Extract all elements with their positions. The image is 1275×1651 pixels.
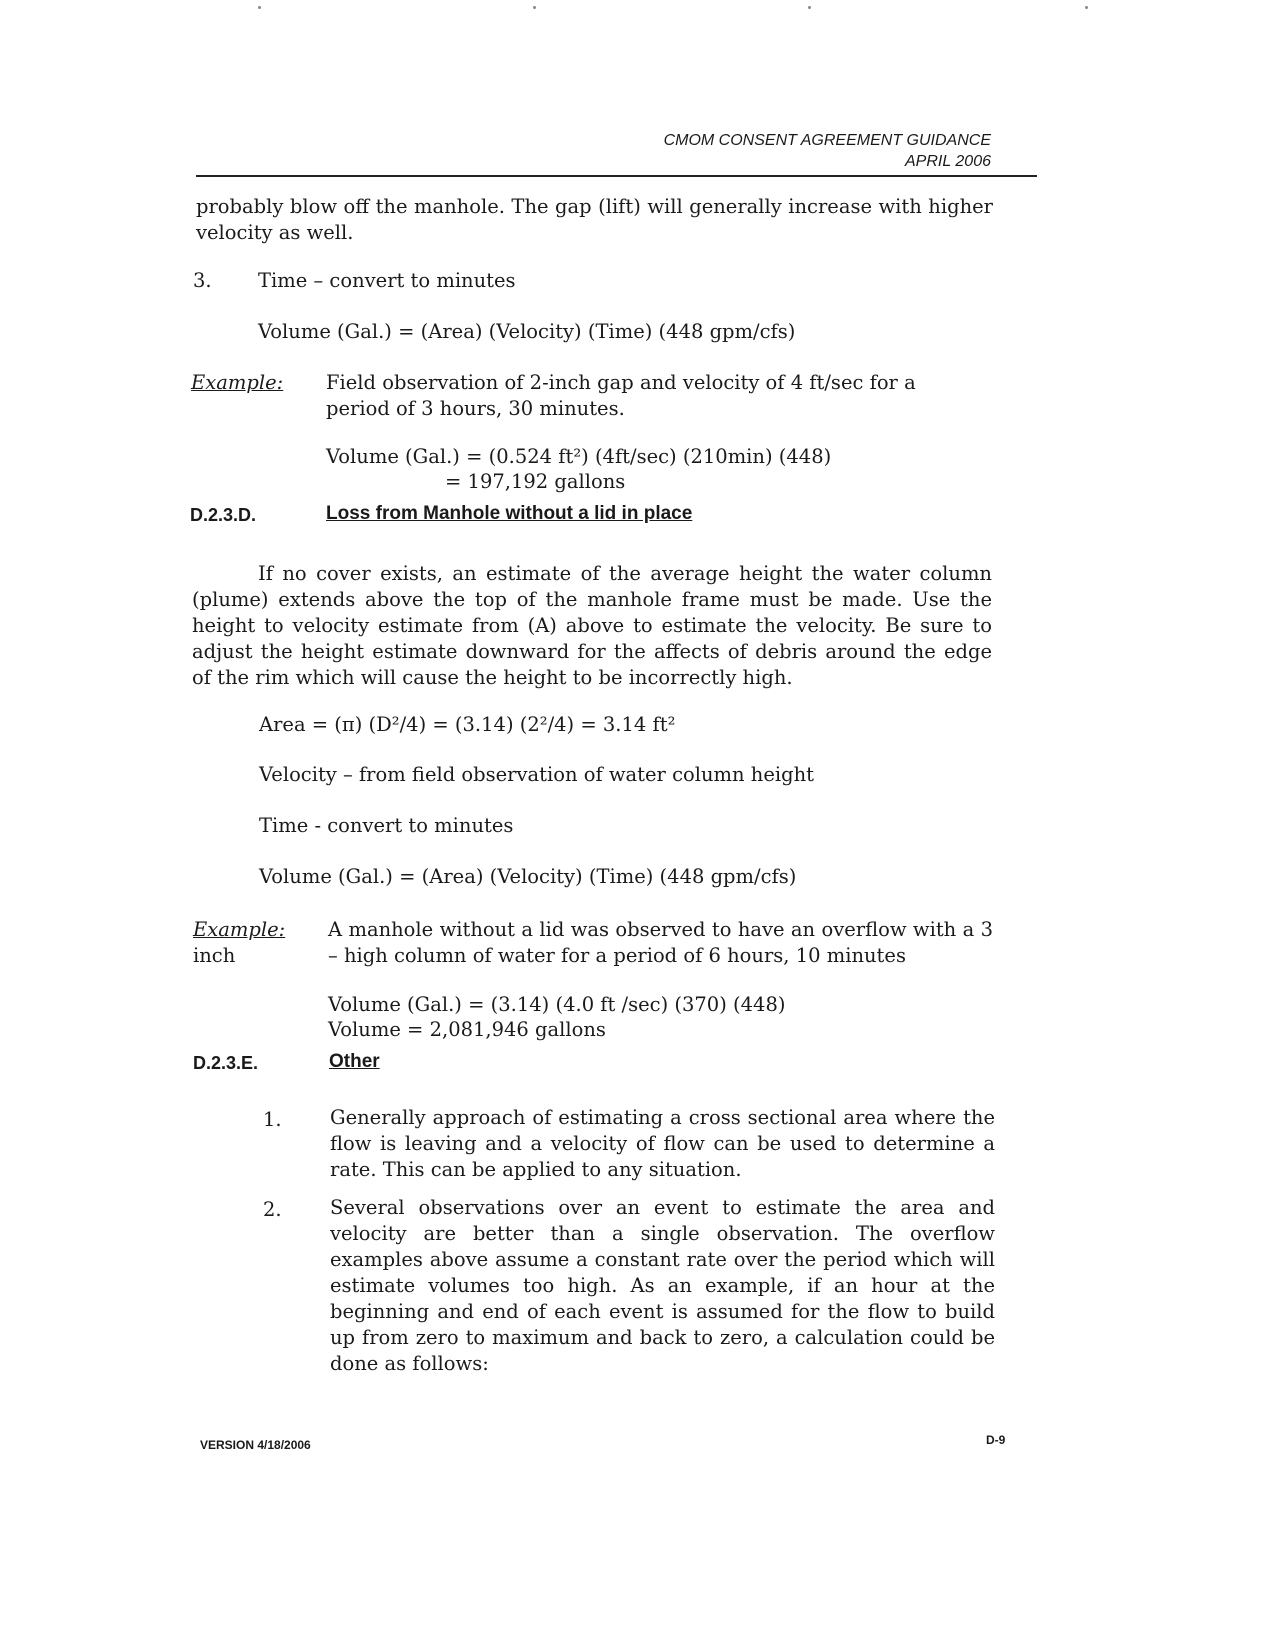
other-item-1-number: 1.	[263, 1108, 282, 1131]
section-e-title: Other	[329, 1051, 380, 1072]
scan-speck	[1085, 6, 1088, 9]
example-2-calc: Volume (Gal.) = (3.14) (4.0 ft /sec) (370) (448)	[328, 993, 786, 1016]
example-2-text: A manhole without a lid was observed to have an overflow with a 3 – high column of water for a period of 6 hours, 10 minutes	[328, 918, 993, 967]
section-d-number: D.2.3.D.	[190, 505, 257, 525]
scan-speck	[258, 6, 261, 9]
example-1-result: = 197,192 gallons	[445, 470, 626, 493]
section-e-number: D.2.3.E.	[193, 1053, 259, 1073]
item-3-text: Time – convert to minutes	[258, 269, 516, 292]
header-rule	[196, 175, 1037, 177]
header-title: CMOM CONSENT AGREEMENT GUIDANCE	[663, 132, 991, 149]
footer-version: VERSION 4/18/2006	[200, 1438, 311, 1452]
section-d-paragraph: If no cover exists, an estimate of the average height the water column (plume) extends above the top of the manhole frame must be made. Use the height to velocity estimate from (A) above to estimate the velocity. Be sure to adjust the height estimate downward for the affects of debris around the edge of the rim which will cause the height to be incorrectly high.	[192, 562, 992, 689]
other-item-1-text: Generally approach of estimating a cross sectional area where the flow is leaving and a velocity of flow can be used to determine a rate. This can be applied to any situation.	[330, 1106, 995, 1181]
other-item-2-text: Several observations over an event to estimate the area and velocity are better than a single observation. The overflow examples above assume a constant rate over the period which will estimate volumes too high. As an example, if an hour at the beginning and end of each event is assumed for the flow to build up from zero to maximum and back to zero, a calculation could be done as follows:	[330, 1196, 995, 1375]
header-date: APRIL 2006	[905, 153, 991, 170]
example-1-label: Example:	[191, 371, 284, 394]
example-1-text: Field observation of 2-inch gap and velocity of 4 ft/sec for a period of 3 hours, 30 minutes.	[326, 371, 916, 420]
example-2-result: Volume = 2,081,946 gallons	[328, 1018, 606, 1041]
example-1-calc: Volume (Gal.) = (0.524 ft²) (4ft/sec) (210min) (448)	[326, 445, 832, 468]
volume-formula-2: Volume (Gal.) = (Area) (Velocity) (Time) (448 gpm/cfs)	[259, 865, 797, 888]
time-line: Time - convert to minutes	[259, 814, 514, 837]
other-item-2-number: 2.	[263, 1198, 282, 1221]
intro-paragraph: probably blow off the manhole. The gap (lift) will generally increase with higher velocity as well.	[196, 195, 993, 244]
item-3-number: 3.	[193, 269, 212, 292]
example-2-label: Example:	[193, 918, 286, 941]
area-formula: Area = (π) (D²/4) = (3.14) (2²/4) = 3.14 ft²	[259, 713, 676, 736]
volume-formula-1: Volume (Gal.) = (Area) (Velocity) (Time) (448 gpm/cfs)	[258, 320, 796, 343]
example-2-label-extra: inch	[193, 944, 236, 967]
section-d-title: Loss from Manhole without a lid in place	[326, 503, 693, 524]
velocity-line: Velocity – from field observation of water column height	[259, 763, 814, 786]
scan-speck	[533, 6, 536, 9]
scan-speck	[808, 6, 811, 9]
footer-page-number: D-9	[986, 1433, 1006, 1447]
